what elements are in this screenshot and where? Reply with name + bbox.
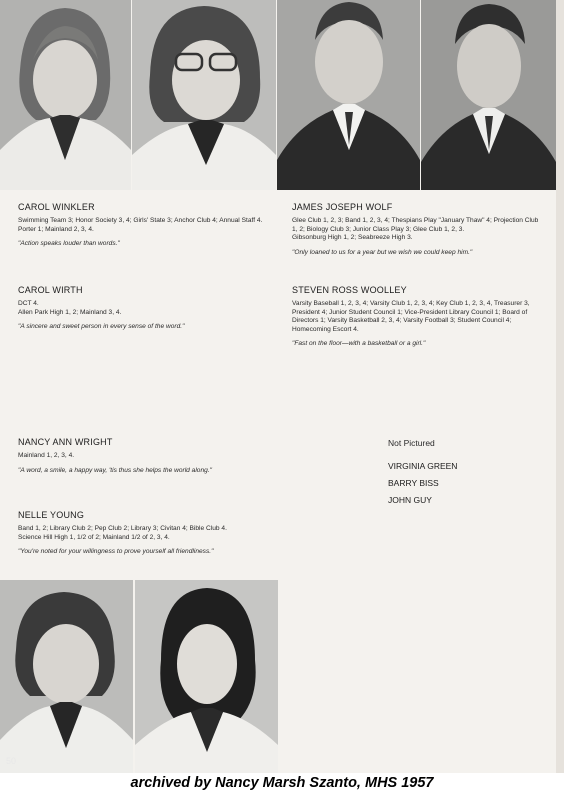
activities-text: Swimming Team 3; Honor Society 3, 4; Girls' State 3; Anchor Club 4; Annual Staff 4.: [18, 217, 263, 224]
entry-carol-wirth: [18, 285, 268, 332]
page-edge: [556, 0, 564, 773]
activities-text: Glee Club 1, 2, 3; Band 1, 2, 3, 4; Thespians Play "January Thaw" 4; Projection Club 1, 2; Biology Club 3; Junior Class Play 3; Glee Club 1, 2, 3.: [292, 217, 539, 233]
portrait-photo-nelle-young: [135, 580, 278, 773]
entry-james-joseph-wolf: [292, 202, 542, 257]
activities-text: DCT 4.: [18, 300, 39, 307]
student-quote: "Fast on the floor—with a basketball or a girl.": [292, 340, 426, 348]
not-pictured-title: Not Pictured: [388, 438, 435, 448]
not-pictured-name: BARRY BISS: [388, 478, 439, 488]
student-quote: "A word, a smile, a happy way, 'tis thus she helps the world along.": [18, 466, 212, 474]
entry-carol-winkler: [18, 202, 268, 249]
activities-text: Band 1, 2; Library Club 2; Pep Club 2; Library 3; Civitan 4; Bible Club 4.: [18, 525, 227, 532]
portrait-photo-james-joseph-wolf: [277, 0, 420, 190]
entry-nelle-young: [18, 510, 278, 557]
not-pictured-name: JOHN GUY: [388, 495, 432, 505]
portrait-photo-steven-ross-woolley: [421, 0, 556, 190]
portrait-photo-carol-winkler: [0, 0, 131, 190]
student-quote: "You're noted for your willingness to prove yourself all friendliness.": [18, 548, 214, 556]
activities-text: Mainland 1, 2, 3, 4.: [18, 452, 75, 459]
student-quote: "Only loaned to us for a year but we wish we could keep him.": [292, 248, 473, 256]
student-name: STEVEN ROSS WOOLLEY: [292, 285, 407, 295]
schools-text: Gibsonburg High 1, 2; Seabreeze High 3.: [292, 234, 413, 242]
student-quote: "A sincere and sweet person in every sense of the word.": [18, 323, 185, 331]
page-number: 50: [6, 756, 17, 766]
student-name: CAROL WIRTH: [18, 285, 83, 295]
student-name: NELLE YOUNG: [18, 510, 85, 520]
portrait-photo-nancy-ann-wright: [0, 580, 133, 773]
student-name: CAROL WINKLER: [18, 202, 95, 212]
student-name: JAMES JOSEPH WOLF: [292, 202, 393, 212]
not-pictured-list: [388, 438, 538, 512]
schools-text: Science Hill High 1, 1/2 of 2; Mainland 1/2 of 2, 3, 4.: [18, 533, 170, 541]
student-quote: "Action speaks louder than words.": [18, 240, 120, 248]
student-name: NANCY ANN WRIGHT: [18, 437, 113, 447]
archive-caption: archived by Nancy Marsh Szanto, MHS 1957: [130, 775, 434, 791]
entry-steven-ross-woolley: [292, 285, 542, 349]
activities-text: Varsity Baseball 1, 2, 3, 4; Varsity Club 1, 2, 3, 4; Key Club 1, 2, 3, 4, Treasurer 3, President 4; Junior Student Council 1; Vice-President Library Council 1; Board of Directors 1; Varsity Basketball 2, 3, 4; Varsity Football 3; Student Council 4; Homecoming Escort 4.: [292, 300, 530, 333]
not-pictured-name: VIRGINIA GREEN: [388, 461, 458, 471]
schools-text: Allen Park High 1, 2; Mainland 3, 4.: [18, 308, 122, 316]
entry-nancy-ann-wright: [18, 437, 278, 475]
portrait-photo-carol-wirth: [132, 0, 276, 190]
schools-text: Porter 1; Mainland 2, 3, 4.: [18, 225, 94, 233]
